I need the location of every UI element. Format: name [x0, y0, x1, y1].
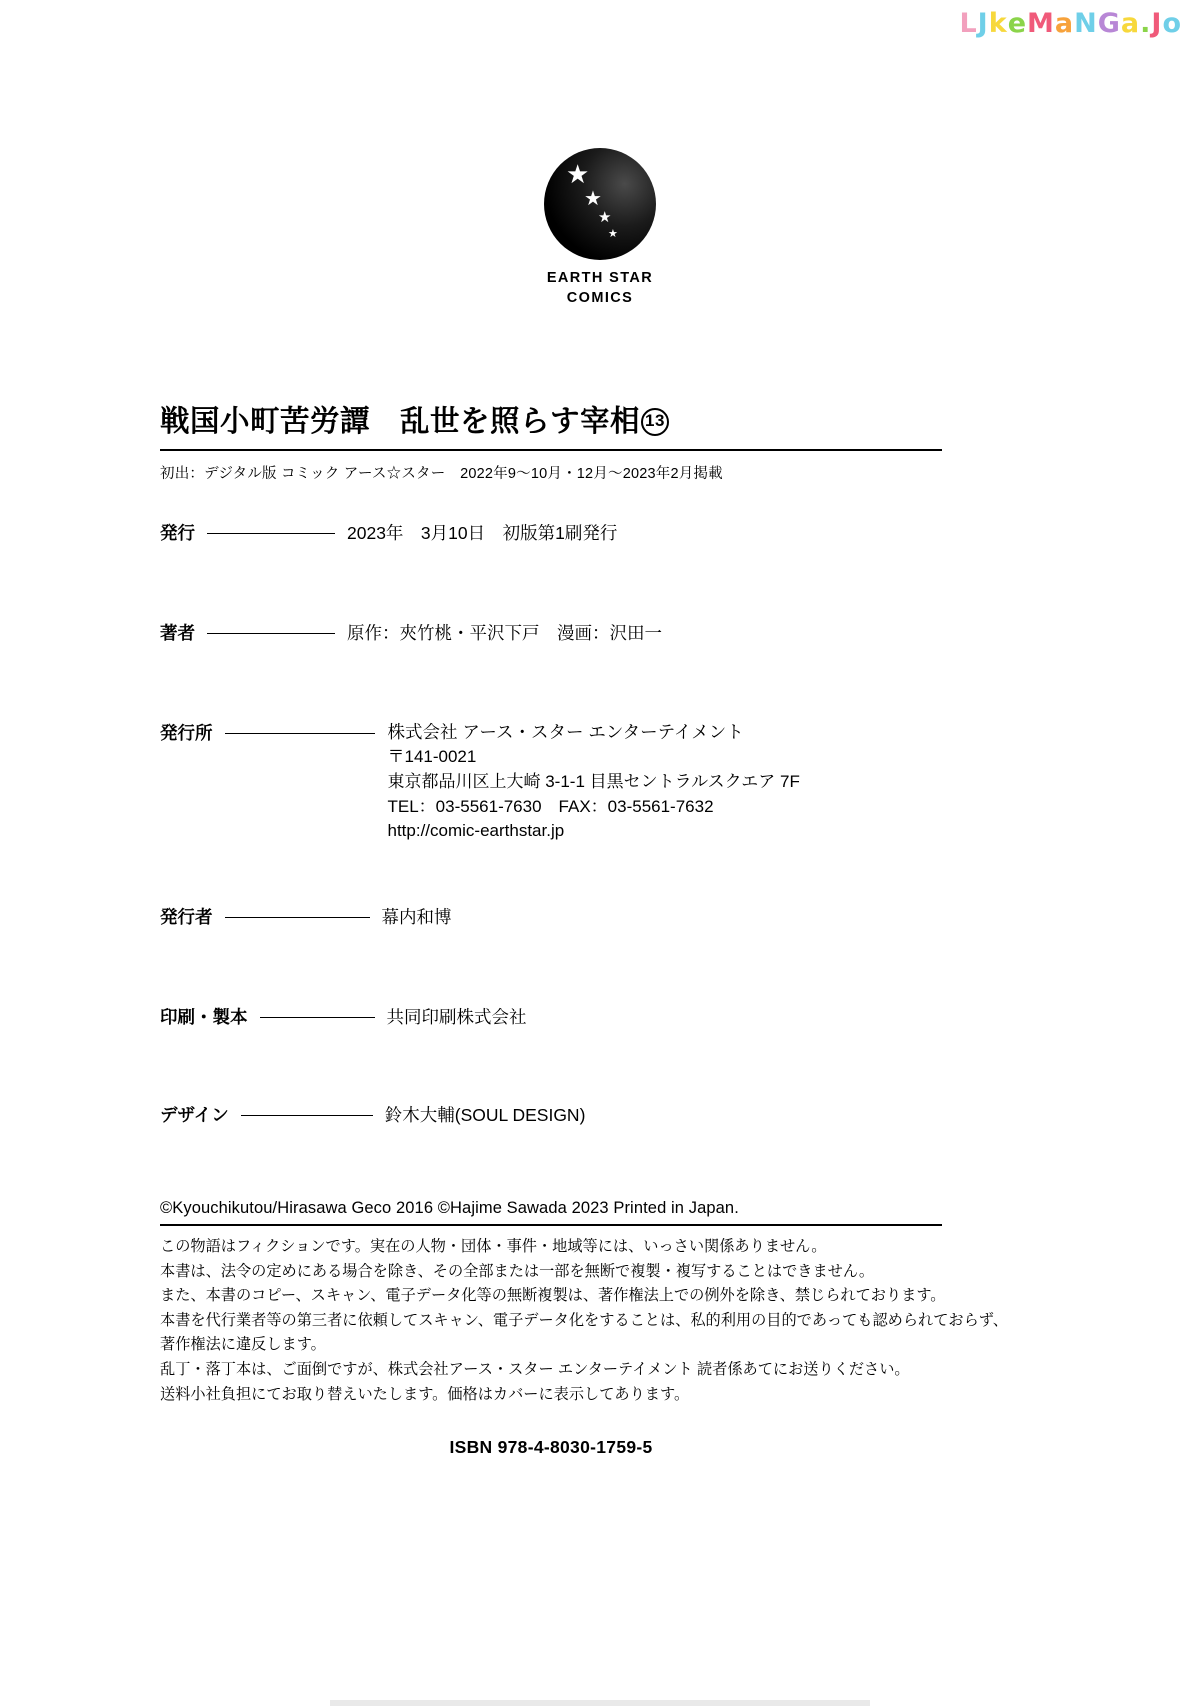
watermark-letter: . — [1140, 8, 1152, 39]
legal-note: また、本書のコピー、スキャン、電子データ化等の無断複製は、著作権法上での例外を除き、禁じられております。 — [160, 1287, 946, 1305]
watermark-letter: J — [977, 8, 989, 39]
legal-note: 送料小社負担にてお取り替えいたします。価格はカバーに表示してあります。 — [160, 1385, 690, 1403]
value-publisher-person: 幕内和博 — [381, 906, 452, 927]
watermark-letter: G — [1097, 8, 1121, 39]
site-watermark — [959, 8, 1182, 39]
label-authors: 著者 — [160, 623, 195, 643]
legal-note: 本書は、法令の定めにある場合を除き、その全部または一部を無断で複製・複写することはできません。 — [160, 1262, 875, 1280]
page-title-text: 戦国小町苦労譚 乱世を照らす宰相 — [160, 405, 641, 438]
label-publication-date: 発行 — [160, 523, 195, 543]
legal-note: この物語はフィクションです。実在の人物・団体・事件・地域等には、いっさい関係ありません。 — [160, 1237, 827, 1255]
label-design: デザイン — [160, 1104, 229, 1125]
watermark-letter: o — [1162, 8, 1182, 39]
copyright-line: ©Kyouchikutou/Hirasawa Geco 2016 ©Hajime Sawada 2023 Printed in Japan. — [160, 1198, 739, 1217]
value-authors: 原作：夾竹桃・平沢下戸 漫画：沢田一 — [347, 623, 662, 643]
star-icon-large: ★ — [566, 160, 590, 190]
value-printing: 共同印刷株式会社 — [386, 1006, 527, 1027]
volume-number-badge: 13 — [641, 408, 669, 436]
row-design — [160, 1102, 942, 1127]
value-design: 鈴木大輔(SOUL DESIGN) — [384, 1104, 586, 1125]
value-publication-date: 2023年 3月10日 初版第1刷発行 — [347, 523, 618, 543]
publisher-logo-line2: COMICS — [566, 289, 634, 306]
publisher-logo-text — [0, 269, 1200, 308]
legal-notes — [160, 1235, 1008, 1407]
watermark-letter: N — [1074, 8, 1098, 39]
star-sphere-icon — [544, 148, 656, 260]
page-bottom-strip — [330, 1700, 870, 1706]
star-icon-tiny: ★ — [608, 227, 618, 240]
first-publication-note: 初出：デジタル版 コミック アース☆スター 2022年9〜10月・12月〜2023年2月掲載 — [160, 466, 723, 482]
publisher-logo — [0, 148, 1200, 308]
value-publisher — [388, 720, 943, 844]
watermark-letter: M — [1027, 8, 1055, 39]
label-publisher-person: 発行者 — [160, 906, 213, 927]
star-icon-small: ★ — [598, 208, 612, 226]
watermark-letter: a — [1120, 8, 1141, 39]
leader-rule — [207, 533, 335, 534]
watermark-letter: k — [988, 8, 1008, 39]
publisher-company: 株式会社 アース・スター エンターテイメント — [387, 722, 744, 742]
leader-rule — [207, 633, 335, 634]
copyright-divider — [160, 1224, 942, 1226]
title-divider — [160, 449, 942, 451]
isbn: ISBN 978-4-8030-1759-5 — [449, 1437, 653, 1458]
publisher-logo-line1: EARTH STAR — [546, 270, 654, 286]
row-publication-date — [160, 520, 942, 545]
watermark-letter: J — [1151, 8, 1163, 39]
publisher-address: 東京都品川区上大崎 3-1-1 目黒セントラルスクエア 7F — [387, 772, 800, 792]
colophon — [160, 398, 1008, 1458]
leader-rule — [241, 1115, 373, 1116]
publisher-phone-fax: TEL：03-5561-7630 FAX：03-5561-7632 — [387, 796, 714, 816]
publisher-website[interactable]: http://comic-earthstar.jp — [387, 821, 565, 841]
label-publisher: 発行所 — [160, 723, 213, 743]
legal-note: 乱丁・落丁本は、ご面倒ですが、株式会社アース・スター エンターテイメント 読者係あてにお送りください。 — [160, 1361, 910, 1379]
watermark-letter: L — [959, 8, 978, 39]
leader-rule — [260, 1017, 375, 1018]
legal-note: 著作権法に違反します。 — [160, 1336, 326, 1354]
watermark-letter: a — [1054, 8, 1075, 39]
row-authors — [160, 620, 942, 645]
row-printing — [160, 1004, 942, 1029]
leader-rule — [225, 733, 375, 734]
label-printing: 印刷・製本 — [160, 1006, 248, 1027]
watermark-letter: e — [1007, 8, 1027, 39]
star-icon-medium: ★ — [584, 186, 602, 210]
page-title — [160, 398, 942, 440]
leader-rule — [225, 917, 370, 918]
row-publisher — [160, 720, 942, 844]
legal-note: 本書を代行業者等の第三者に依頼してスキャン、電子データ化をすることは、私的利用の目的であっても認められておらず、 — [160, 1311, 1008, 1329]
row-publisher-person — [160, 904, 942, 929]
publisher-postal-code: 〒141-0021 — [387, 747, 477, 767]
